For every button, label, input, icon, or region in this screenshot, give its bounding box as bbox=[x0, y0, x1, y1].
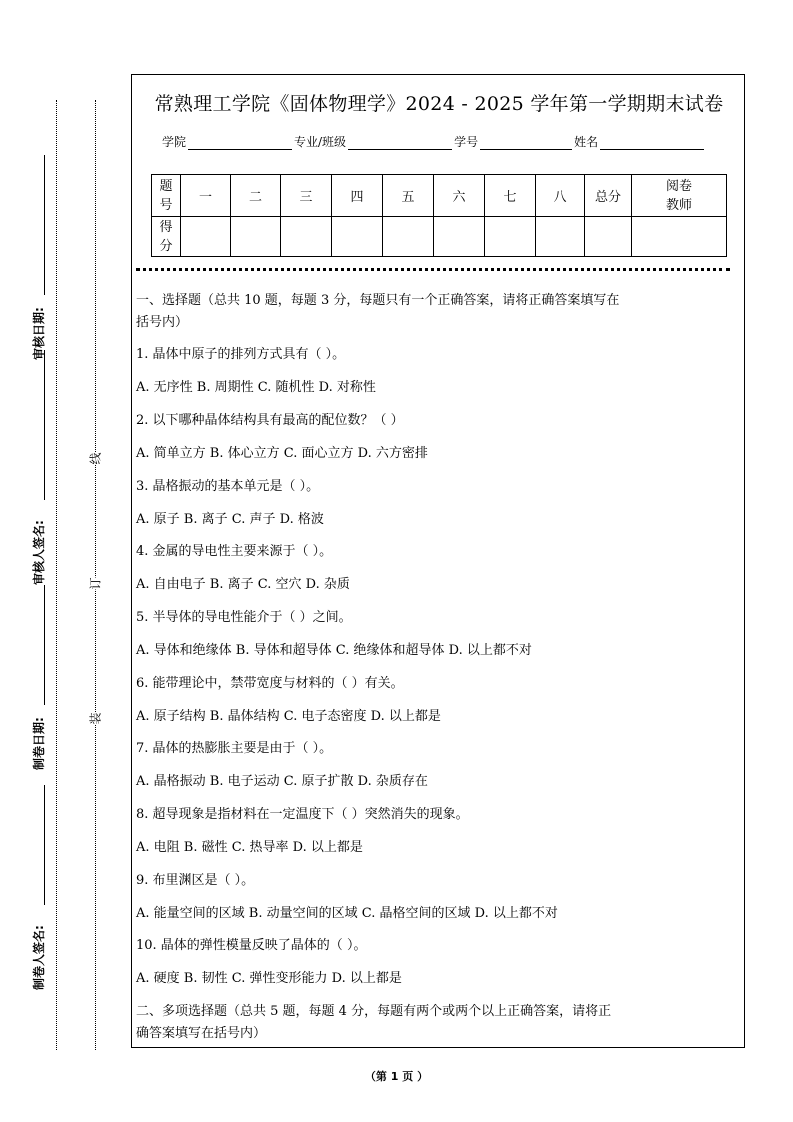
question-2: 2. 以下哪种晶体结构具有最高的配位数？（ ） bbox=[136, 413, 404, 428]
options-9: A. 能量空间的区域 B. 动量空间的区域 C. 晶格空间的区域 D. 以上都不对 bbox=[136, 906, 558, 921]
score-cell-7[interactable] bbox=[485, 217, 536, 257]
col-7: 七 bbox=[485, 175, 536, 217]
id-label: 学号 bbox=[454, 135, 479, 149]
reviewer-date-blank bbox=[44, 155, 45, 295]
question-5: 5. 半导体的导电性能介于（ ）之间。 bbox=[136, 610, 352, 625]
maker-sign-label: 制卷人签名: bbox=[32, 925, 46, 990]
col-total: 总分 bbox=[585, 175, 632, 217]
exam-frame bbox=[131, 74, 745, 1048]
exam-title: 常熟理工学院《固体物理学》2024 - 2025 学年第一学期期末试卷 bbox=[154, 93, 724, 115]
id-field[interactable] bbox=[480, 135, 572, 150]
name-field[interactable] bbox=[600, 135, 704, 150]
options-1: A. 无序性 B. 周期性 C. 随机性 D. 对称性 bbox=[136, 380, 376, 395]
reviewer-sign-label: 审核人签名: bbox=[32, 520, 46, 585]
col-3: 三 bbox=[281, 175, 332, 217]
options-8: A. 电阻 B. 磁性 C. 热导率 D. 以上都是 bbox=[136, 840, 363, 855]
name-label: 姓名 bbox=[574, 135, 599, 149]
score-cell-total[interactable] bbox=[585, 217, 632, 257]
score-cell-8[interactable] bbox=[536, 217, 585, 257]
question-7: 7. 晶体的热膨胀主要是由于（ ）。 bbox=[136, 741, 333, 756]
major-field[interactable] bbox=[348, 135, 452, 150]
student-info-row bbox=[162, 133, 706, 150]
question-4: 4. 金属的导电性主要来源于（ ）。 bbox=[136, 544, 333, 559]
score-label-bottom: 分 bbox=[159, 238, 173, 254]
page-number: （第 1 页 ） bbox=[364, 1070, 429, 1083]
col-6: 六 bbox=[434, 175, 485, 217]
binding-dotted-line-right bbox=[95, 100, 96, 1050]
binding-dotted-line-left bbox=[56, 100, 57, 1050]
header-label-cell bbox=[152, 175, 181, 217]
binding-bind-char: 订 bbox=[88, 577, 103, 590]
binding-line-char: 线 bbox=[88, 452, 103, 465]
section2-heading-line1: 二、多项选择题（总共 5 题，每题 4 分，每题有两个或两个以上正确答案，请将正 bbox=[136, 1004, 612, 1019]
score-cell-6[interactable] bbox=[434, 217, 485, 257]
separator-dotted-line bbox=[136, 268, 730, 271]
reviewer-sign-blank bbox=[44, 350, 45, 500]
options-4: A. 自由电子 B. 离子 C. 空穴 D. 杂质 bbox=[136, 577, 350, 592]
score-cell-4[interactable] bbox=[332, 217, 383, 257]
question-6: 6. 能带理论中，禁带宽度与材料的（ ）有关。 bbox=[136, 676, 404, 691]
score-cell-grader[interactable] bbox=[632, 217, 727, 257]
score-cell-3[interactable] bbox=[281, 217, 332, 257]
options-3: A. 原子 B. 离子 C. 声子 D. 格波 bbox=[136, 512, 324, 527]
header-label-top: 题 bbox=[159, 178, 173, 194]
section1-heading-line2: 括号内） bbox=[136, 315, 189, 330]
score-table-header-row bbox=[152, 175, 727, 217]
options-6: A. 原子结构 B. 晶体结构 C. 电子态密度 D. 以上都是 bbox=[136, 709, 441, 724]
score-cell-5[interactable] bbox=[383, 217, 434, 257]
options-2: A. 简单立方 B. 体心立方 C. 面心立方 D. 六方密排 bbox=[136, 446, 428, 461]
col-8: 八 bbox=[536, 175, 585, 217]
col-2: 二 bbox=[231, 175, 281, 217]
reviewer-date-label: 审核日期: bbox=[32, 307, 46, 360]
grader-label-top: 阅卷 bbox=[665, 178, 692, 194]
question-8: 8. 超导现象是指材料在一定温度下（ ）突然消失的现象。 bbox=[136, 807, 469, 822]
question-9: 9. 布里渊区是（ ）。 bbox=[136, 873, 255, 888]
score-label-top: 得 bbox=[159, 219, 173, 235]
question-10: 10. 晶体的弹性模量反映了晶体的（ ）。 bbox=[136, 938, 367, 953]
col-1: 一 bbox=[181, 175, 231, 217]
grader-label-bottom: 教师 bbox=[665, 197, 692, 213]
question-3: 3. 晶格振动的基本单元是（ ）。 bbox=[136, 479, 320, 494]
score-cell-2[interactable] bbox=[231, 217, 281, 257]
maker-date-label: 制卷日期: bbox=[32, 717, 46, 770]
major-label: 专业/班级 bbox=[294, 135, 347, 149]
maker-sign-blank bbox=[44, 785, 45, 905]
grader-cell bbox=[632, 175, 727, 217]
question-1: 1. 晶体中原子的排列方式具有（ ）。 bbox=[136, 347, 346, 362]
col-5: 五 bbox=[383, 175, 434, 217]
header-label-bottom: 号 bbox=[159, 197, 173, 213]
score-table bbox=[151, 174, 727, 257]
maker-date-blank bbox=[44, 585, 45, 705]
section2-heading-line2: 确答案填写在括号内） bbox=[136, 1026, 267, 1041]
score-table-score-row bbox=[152, 217, 727, 257]
college-label: 学院 bbox=[162, 135, 187, 149]
score-cell-1[interactable] bbox=[181, 217, 231, 257]
score-label-cell bbox=[152, 217, 181, 257]
options-5: A. 导体和绝缘体 B. 导体和超导体 C. 绝缘体和超导体 D. 以上都不对 bbox=[136, 643, 532, 658]
options-10: A. 硬度 B. 韧性 C. 弹性变形能力 D. 以上都是 bbox=[136, 971, 402, 986]
options-7: A. 晶格振动 B. 电子运动 C. 原子扩散 D. 杂质存在 bbox=[136, 774, 428, 789]
college-field[interactable] bbox=[188, 135, 292, 150]
col-4: 四 bbox=[332, 175, 383, 217]
section1-heading-line1: 一、选择题（总共 10 题，每题 3 分，每题只有一个正确答案，请将正确答案填写在 bbox=[136, 293, 620, 308]
binding-fold-char: 装 bbox=[88, 712, 103, 725]
